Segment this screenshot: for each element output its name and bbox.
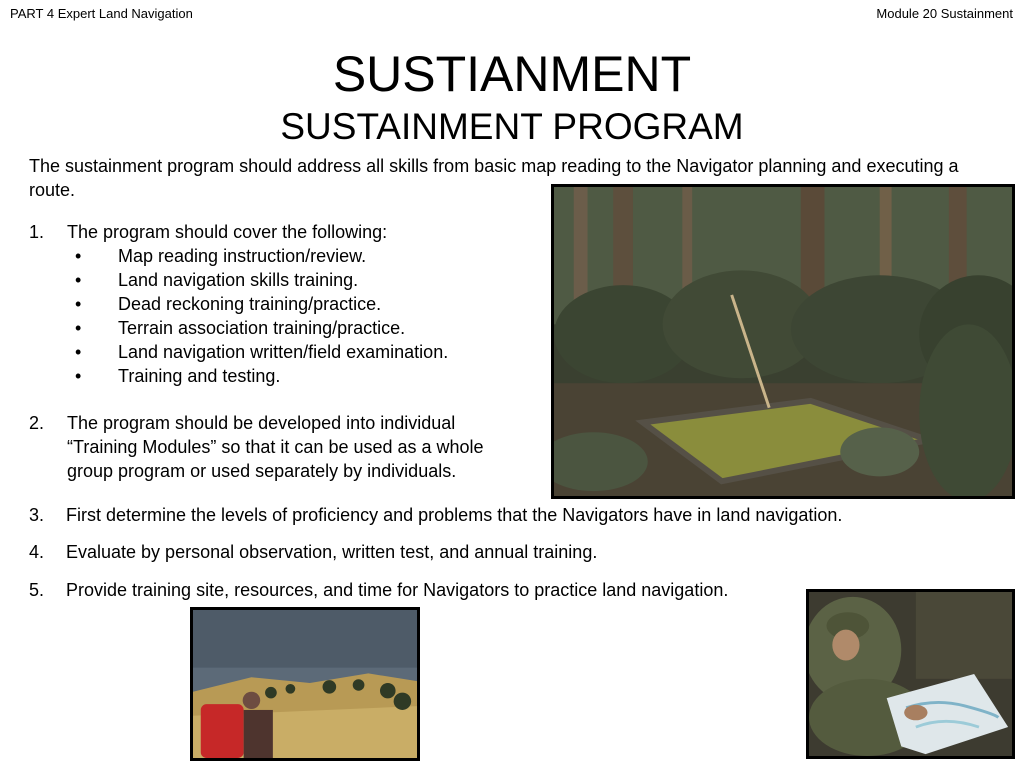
item-text-line: “Training Modules” so that it can be used as a whole	[67, 437, 484, 457]
item-text: Evaluate by personal observation, written test, and annual training.	[66, 542, 598, 562]
item-number: 3.	[29, 505, 45, 525]
header-module-title: Module 20 Sustainment	[876, 6, 1013, 21]
bullet-item: Terrain association training/practice.	[118, 318, 406, 338]
slide-title: SUSTIANMENT	[332, 46, 692, 102]
bullet-glyph: •	[75, 318, 82, 338]
item-text: Provide training site, resources, and time for Navigators to practice land navigation.	[66, 580, 729, 600]
bullet-glyph: •	[75, 342, 82, 362]
bullet-item: Training and testing.	[118, 366, 281, 386]
bullet-glyph: •	[75, 294, 82, 314]
soldiers-terrain-model-photo	[551, 184, 1015, 499]
item-number: 4.	[29, 542, 45, 562]
bullet-glyph: •	[75, 366, 82, 386]
item-number: 2.	[29, 413, 45, 433]
item-number: 1.	[29, 222, 45, 242]
intro-paragraph: The sustainment program should address all skills from basic map reading to the Navigator planning and executing a route.	[29, 156, 959, 200]
soldier-reading-map-photo	[806, 589, 1015, 759]
bullet-item: Land navigation written/field examination.	[118, 342, 449, 362]
item-text: First determine the levels of proficiency and problems that the Navigators have in land navigation.	[66, 505, 843, 525]
item-text: The program should cover the following:	[67, 222, 388, 242]
item-text-line: group program or used separately by individuals.	[67, 461, 457, 481]
item-number: 5.	[29, 580, 45, 600]
slide-subtitle: SUSTAINMENT PROGRAM	[280, 106, 744, 147]
bullet-item: Land navigation skills training.	[118, 270, 359, 290]
bullet-glyph: •	[75, 246, 82, 266]
bullet-item: Dead reckoning training/practice.	[118, 294, 382, 314]
bullet-glyph: •	[75, 270, 82, 290]
header-course-title: PART 4 Expert Land Navigation	[10, 6, 193, 21]
bullet-item: Map reading instruction/review.	[118, 246, 367, 266]
hiker-grassland-photo	[190, 607, 420, 761]
item-text-line: The program should be developed into individual	[67, 413, 456, 433]
